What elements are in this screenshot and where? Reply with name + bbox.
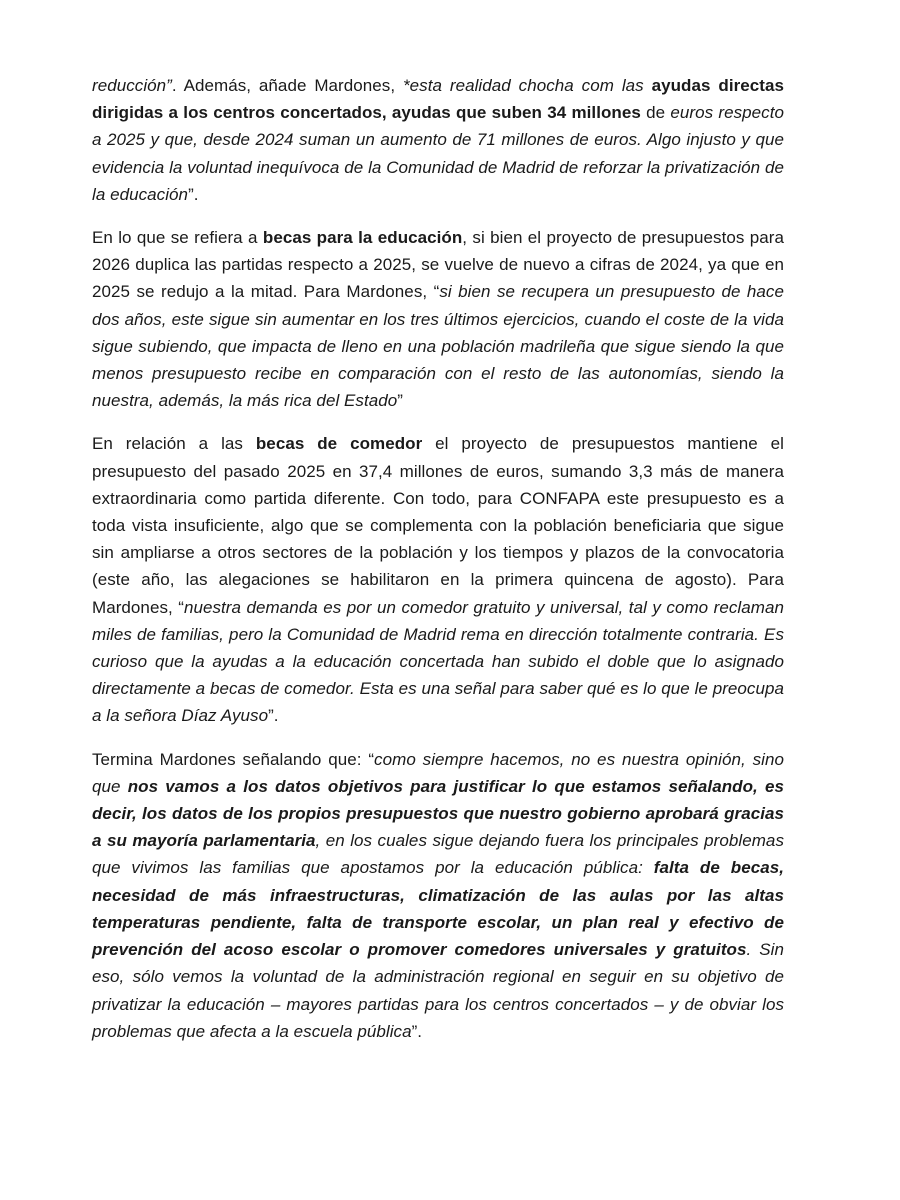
quoted-text: reducción”: [92, 76, 172, 95]
paragraph: [92, 72, 784, 208]
emphasized-text: ayudas directas dirigidas a los centros concertados, ayudas que suben 34 millones: [92, 76, 784, 123]
body-text: de: [640, 103, 671, 123]
quoted-text: . Sin eso, sólo vemos la voluntad de la administración regional en seguir en su objetivo de privatizar la educación – mayores partidas para los centros concertados – y de obviar los problemas que afecta a la escuela pública: [92, 940, 784, 1041]
body-text: ”.: [411, 1021, 423, 1041]
quoted-text: nuestra demanda es por un comedor gratuito y universal, tal y como reclaman miles de familias, pero la Comunidad de Madrid rema en dirección totalmente contraria. Es curioso que la ayudas a la educación concertada han subido el doble que lo asignado directamente a becas de comedor. Esta es una señal para saber qué es lo que le preocupa a la señora Díaz Ayuso: [92, 597, 784, 726]
quoted-text: *esta realidad chocha com las: [403, 76, 652, 95]
quoted-text: como siempre hacemos, no es nuestra opinión, sino que: [92, 749, 784, 796]
body-text: Termina Mardones señalando que: “: [92, 749, 375, 769]
document-page: [92, 72, 784, 1061]
quoted-text: , en los cuales sigue dejando fuera los principales problemas que vivimos las familias que apostamos por la educación pública:: [92, 831, 784, 878]
body-text: ”: [397, 391, 403, 411]
emphasized-text: becas para la educación: [262, 228, 463, 248]
paragraph: [92, 746, 784, 1045]
paragraph: [92, 224, 784, 414]
body-text: , si bien el proyecto de presupuestos para 2026 duplica las partidas respecto a 2025, se vuelve de nuevo a cifras de 2024, ya que en 2025 se redujo a la mitad. Para Mardones, “: [92, 228, 784, 302]
body-text: En relación a las: [92, 434, 256, 454]
emphasized-text: falta de becas, necesidad de más infraestructuras, climatización de las aulas por las altas temperaturas pendiente, falta de transporte escolar, un plan real y efectivo de prevención del acoso escolar o promover comedores universales y gratuitos: [92, 858, 784, 960]
emphasized-text: becas de comedor: [255, 434, 423, 454]
body-text: ”.: [268, 706, 279, 726]
body-text: ”.: [188, 184, 199, 204]
quoted-text: euros respecto a 2025 y que, desde 2024 suman un aumento de 71 millones de euros. Algo injusto y que evidencia la voluntad inequívoca de la Comunidad de Madrid de reforzar la privatización de la educación: [92, 103, 784, 204]
body-text: . Además, añade Mardones,: [171, 76, 403, 95]
quoted-text: si bien se recupera un presupuesto de hace dos años, este sigue sin aumentar en los tres últimos ejercicios, cuando el coste de la vida sigue subiendo, que impacta de lleno en una población madrileña que sigue siendo la que menos presupuesto recibe en comparación con el resto de las autonomías, siendo la nuestra, además, la más rica del Estado: [92, 282, 784, 411]
body-text: En lo que se refiera a: [92, 228, 263, 248]
emphasized-text: nos vamos a los datos objetivos para justificar lo que estamos señalando, es decir, los datos de los propios presupuestos que nuestro gobierno aprobará gracias a su mayoría parlamentaria: [92, 776, 784, 851]
paragraph: [92, 430, 784, 729]
body-text: el proyecto de presupuestos mantiene el presupuesto del pasado 2025 en 37,4 millones de euros, sumando 3,3 más de manera extraordinaria como partida diferente. Con todo, para CONFAPA este presupuesto es a toda vista insuficiente, algo que se complementa con la población beneficiaria que sigue sin ampliarse a otros sectores de la población y los tiempos y plazos de la convocatoria (este año, las alegaciones se habilitaron en la primera quincena de agosto). Para Mardones, “: [92, 434, 784, 617]
